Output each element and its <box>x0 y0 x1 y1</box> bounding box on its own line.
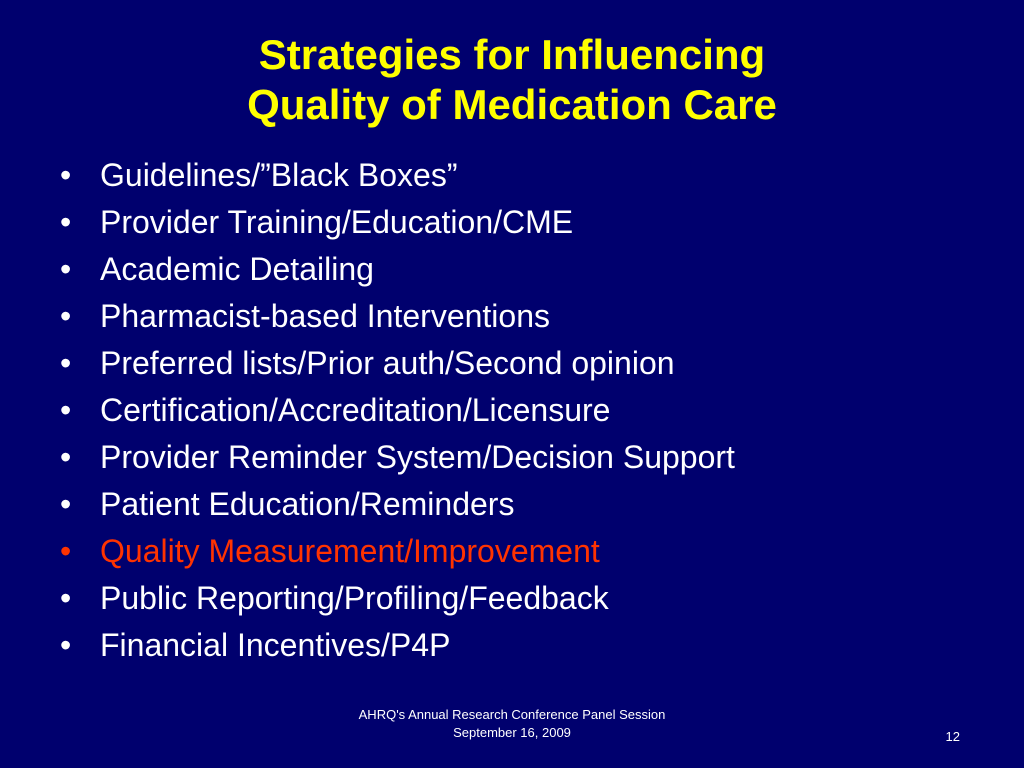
title-line-1: Strategies for Influencing <box>258 31 766 78</box>
bullet-text: Patient Education/Reminders <box>100 486 515 522</box>
bullet-item <box>60 434 735 481</box>
bullet-text: Academic Detailing <box>100 251 374 287</box>
bullet-text: Preferred lists/Prior auth/Second opinion <box>100 345 675 381</box>
bullet-dot: • <box>60 157 72 193</box>
bullet-item <box>60 199 735 246</box>
bullet-list <box>60 152 735 669</box>
bullet-dot: • <box>60 392 72 428</box>
bullet-dot: • <box>60 345 72 381</box>
bullet-item <box>60 528 735 575</box>
bullet-item <box>60 340 735 387</box>
bullet-dot: • <box>60 204 72 240</box>
bullet-item <box>60 387 735 434</box>
footer-line-2: September 16, 2009 <box>453 725 571 740</box>
bullet-item <box>60 481 735 528</box>
footer-line-1: AHRQ's Annual Research Conference Panel Session <box>358 707 666 722</box>
bullet-item <box>60 293 735 340</box>
bullet-item <box>60 575 735 622</box>
slide-title <box>0 30 1024 130</box>
bullet-text: Certification/Accreditation/Licensure <box>100 392 611 428</box>
bullet-text: Public Reporting/Profiling/Feedback <box>100 580 609 616</box>
title-line-2: Quality of Medication Care <box>247 81 777 128</box>
bullet-text: Provider Reminder System/Decision Support <box>100 439 735 475</box>
page-number: 12 <box>945 729 960 744</box>
bullet-item <box>60 152 735 199</box>
bullet-item <box>60 246 735 293</box>
bullet-text: Financial Incentives/P4P <box>100 627 451 663</box>
footer <box>0 706 1024 742</box>
bullet-dot: • <box>60 580 72 616</box>
bullet-text: Quality Measurement/Improvement <box>100 533 600 569</box>
bullet-dot: • <box>60 298 72 334</box>
bullet-dot: • <box>60 251 72 287</box>
bullet-text: Guidelines/”Black Boxes” <box>100 157 458 193</box>
bullet-dot: • <box>60 486 72 522</box>
bullet-text: Pharmacist-based Interventions <box>100 298 550 334</box>
bullet-dot: • <box>60 439 72 475</box>
bullet-dot: • <box>60 627 72 663</box>
bullet-text: Provider Training/Education/CME <box>100 204 574 240</box>
bullet-item <box>60 622 735 669</box>
bullet-dot: • <box>60 533 72 569</box>
